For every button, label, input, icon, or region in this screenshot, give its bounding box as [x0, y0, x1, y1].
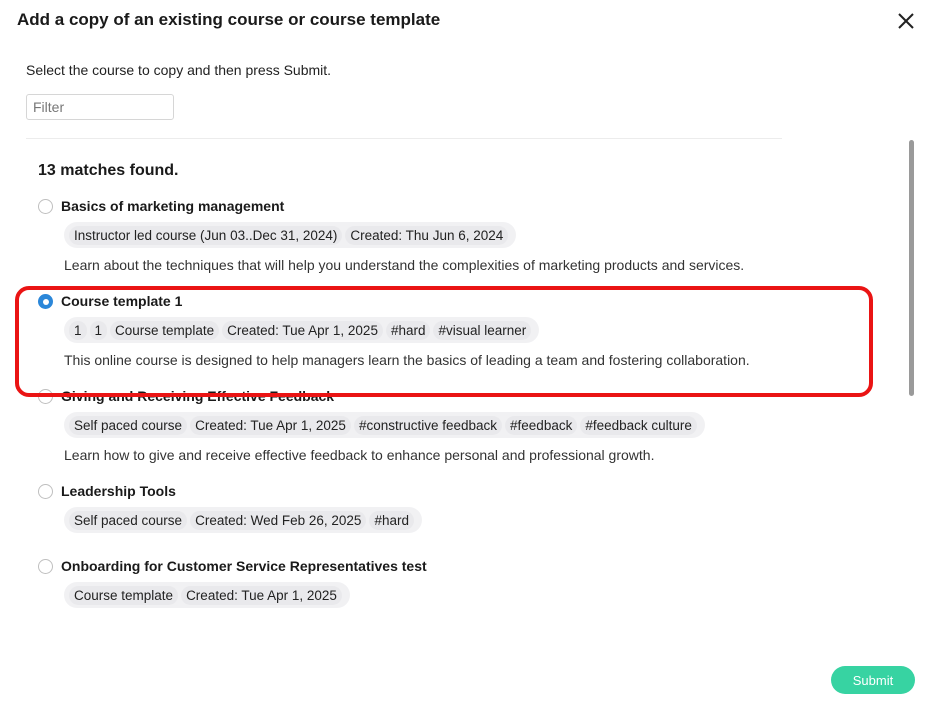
scrollbar[interactable]: [909, 140, 914, 396]
course-radio[interactable]: [38, 389, 53, 404]
course-tags: [64, 507, 422, 533]
tag: 1: [90, 321, 108, 340]
course-radio[interactable]: [38, 484, 53, 499]
course-radio-selected[interactable]: [38, 294, 53, 309]
course-tags: [64, 582, 350, 608]
tag: Created: Thu Jun 6, 2024: [345, 226, 508, 245]
tag: Self paced course: [69, 511, 187, 530]
tag: #constructive feedback: [354, 416, 502, 435]
tag: Created: Tue Apr 1, 2025: [181, 586, 342, 605]
submit-button[interactable]: Submit: [831, 666, 915, 694]
dialog-title: Add a copy of an existing course or course template: [17, 10, 441, 29]
course-name[interactable]: Course template 1: [61, 293, 183, 309]
tag: Course template: [69, 586, 178, 605]
course-description: Learn about the techniques that will help you understand the complexities of marketing products and services.: [64, 257, 745, 273]
course-tags: [64, 222, 516, 248]
course-description: Learn how to give and receive effective feedback to enhance personal and professional growth.: [64, 447, 655, 463]
course-item: [38, 554, 888, 608]
course-description: This online course is designed to help managers learn the basics of leading a team and fostering collaboration.: [64, 352, 750, 368]
course-radio[interactable]: [38, 199, 53, 214]
tag: Course template: [110, 321, 219, 340]
tag: #hard: [369, 511, 414, 530]
course-item: [38, 479, 888, 533]
tag: #feedback: [505, 416, 577, 435]
course-name[interactable]: Giving and Receiving Effective Feedback: [61, 388, 335, 404]
tag: Created: Tue Apr 1, 2025: [222, 321, 383, 340]
course-name[interactable]: Leadership Tools: [61, 483, 176, 499]
course-name[interactable]: Onboarding for Customer Service Representatives test: [61, 558, 427, 574]
course-item: [38, 384, 888, 465]
divider: [26, 138, 782, 139]
tag: Instructor led course (Jun 03..Dec 31, 2024): [69, 226, 342, 245]
course-radio[interactable]: [38, 559, 53, 574]
match-count: 13 matches found.: [38, 162, 179, 179]
filter-input[interactable]: [26, 94, 174, 120]
tag: Self paced course: [69, 416, 187, 435]
course-tags: [64, 317, 539, 343]
instruction-text: Select the course to copy and then press Submit.: [26, 62, 332, 78]
course-name[interactable]: Basics of marketing management: [61, 198, 285, 214]
tag: #feedback culture: [580, 416, 697, 435]
tag: Created: Wed Feb 26, 2025: [190, 511, 366, 530]
course-item: [38, 289, 888, 370]
tag: 1: [69, 321, 87, 340]
course-list: [38, 162, 888, 608]
tag: #visual learner: [433, 321, 531, 340]
tag: Created: Tue Apr 1, 2025: [190, 416, 351, 435]
course-item: [38, 194, 888, 275]
close-icon[interactable]: [895, 10, 917, 32]
course-tags: [64, 412, 705, 438]
tag: #hard: [386, 321, 431, 340]
